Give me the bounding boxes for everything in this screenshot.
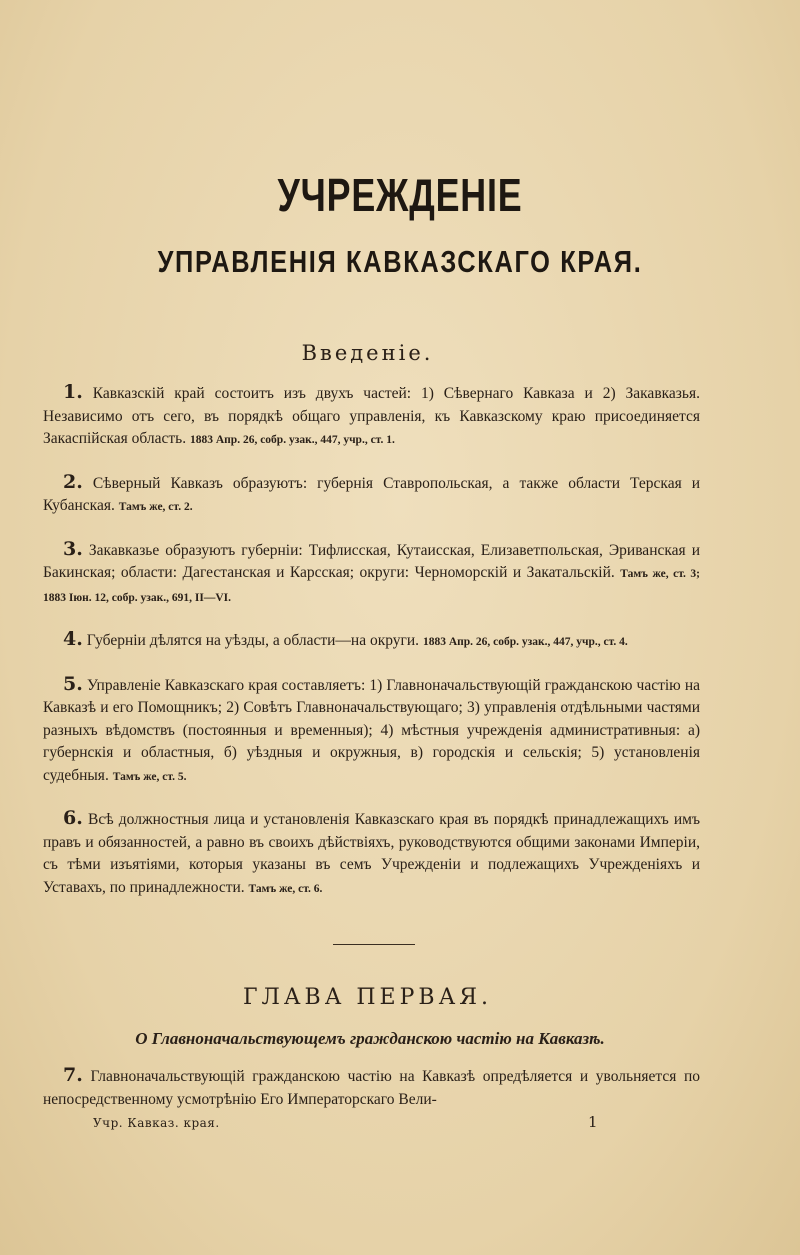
paragraph-number: 2. [63, 470, 83, 493]
running-footer-title: Учр. Кавказ. края. [93, 1116, 220, 1130]
paragraph-1 [43, 381, 700, 452]
intro-paragraphs [43, 381, 700, 919]
paragraph-7 [43, 1064, 700, 1111]
paragraph-number: 3. [63, 537, 83, 560]
paragraph-text: Главноначальствующій гражданскою частію на Кавказѣ опредѣляется и увольняется по непосредственному усмотрѣнію Его Императорскаго Вели- [43, 1068, 700, 1108]
paragraph-3 [43, 538, 700, 610]
paragraph-number: 6. [63, 807, 83, 829]
paragraph-2 [43, 471, 700, 519]
chapter-paragraphs [43, 1064, 700, 1111]
document-subtitle: УПРАВЛЕНІЯ КАВКАЗСКАГО КРАЯ. [157, 244, 643, 279]
paragraph-text: Закавказье образуютъ губерніи: Тифлисская, Кутаисская, Елизаветпольская, Эриванская и Бакинская; области: Дагестанская и Карсская; округи: Черноморскій и Закатальскій. [43, 541, 700, 581]
paragraph-reference: 1883 Апр. 26, собр. узак., 447, учр., ст. 4. [422, 636, 628, 648]
paragraph-reference: 1883 Апр. 26, собр. узак., 447, учр., ст. 1. [190, 434, 395, 446]
paragraph-text: Всѣ должностныя лица и установленія Кавказскаго края въ порядкѣ принадлежащихъ имъ правъ и обязанностей, а равно въ своихъ дѣйствіяхъ, руководствуются общими законами Имперіи, съ тѣми изъятіями, которыя указаны въ семъ Учрежденіи и подлежащихъ Учрежденіяхъ и Уставахъ, по принадлежности. [43, 811, 700, 896]
paragraph-number: 7. [63, 1064, 83, 1086]
paragraph-text: Губерніи дѣлятся на уѣзды, а области—на округи. [86, 632, 420, 649]
paragraph-reference: Тамъ же, ст. 5. [112, 770, 187, 783]
document-title: УЧРЕЖДЕНІЕ [277, 169, 523, 221]
paragraph-number: 1. [63, 381, 83, 403]
paragraph-reference: Тамъ же, ст. 3; 1883 Іюн. 12, собр. узак., 691, II—VI. [43, 568, 701, 604]
paragraph-number: 4. [63, 628, 83, 650]
page-signature-number: 1 [588, 1113, 598, 1131]
paragraph-text: Кавказскій край состоитъ изъ двухъ частей: 1) Сѣвернаго Кавказа и 2) Закавказья. Независимо отъ сего, въ порядкѣ общаго управленія, къ Кавказскому краю присоединяется Закаспійская область. [43, 385, 701, 447]
paragraph-text: Сѣверный Кавказъ образуютъ: губернія Ставропольская, а также области Терская и Кубанская. [43, 474, 700, 514]
paragraph-reference: Тамъ же, ст. 2. [118, 501, 193, 513]
paragraph-5 [43, 673, 700, 789]
chapter-subtitle: О Главноначальствующемъ гражданскою частію на Кавказѣ. [135, 1029, 605, 1048]
paragraph-reference: Тамъ же, ст. 6. [248, 882, 323, 895]
intro-heading: Введеніе. [301, 341, 434, 365]
paragraph-text: Управленіе Кавказскаго края составляетъ: 1) Главноначальствующій гражданскою частію на Кавказѣ и его Помощникъ; 2) Совѣтъ Главноначальствующаго; 3) управленія отдѣльными частями разныхъ вѣдомствъ (постоянныя и временныя); 4) мѣстныя учрежденія административныя: а) губернскія и областныя, б) уѣздныя и окружныя, в) городскія и сельскія; 5) установленія судебныя. [43, 676, 700, 784]
paragraph-4 [43, 628, 700, 654]
chapter-heading: ГЛАВА ПЕРВАЯ. [242, 985, 493, 1010]
paragraph-6 [43, 807, 700, 900]
paragraph-number: 5. [63, 672, 83, 695]
section-divider [333, 944, 415, 945]
